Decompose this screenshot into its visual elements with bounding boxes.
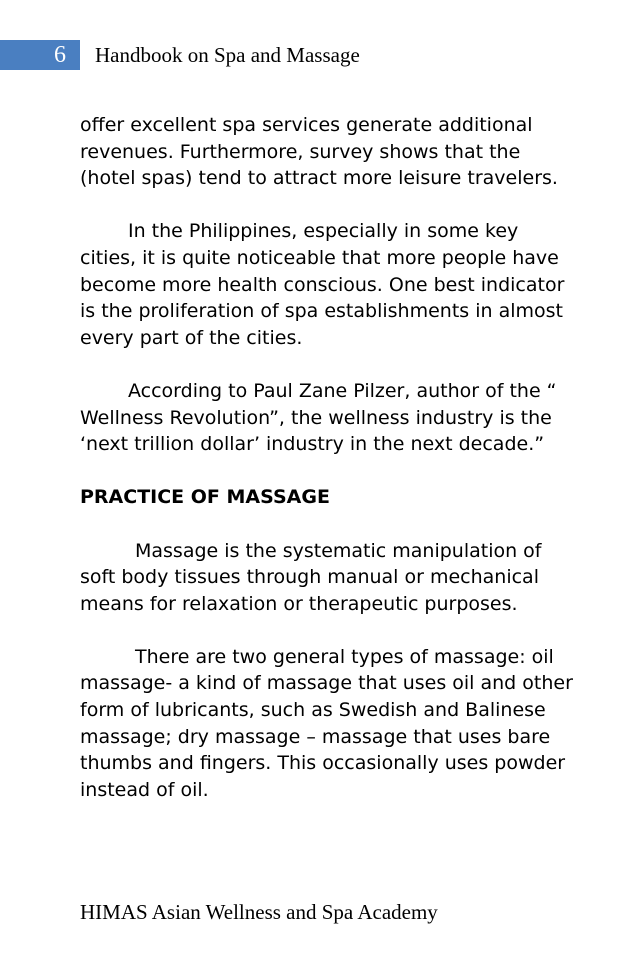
section-heading: PRACTICE OF MASSAGE: [80, 486, 330, 509]
paragraph-2: [80, 218, 600, 351]
text-line: ‘next trillion dollar’ industry in the next decade.”: [80, 433, 545, 456]
text-line: revenues. Furthermore, survey shows that the: [80, 140, 521, 163]
text-line: is the proliferation of spa establishments in almost: [80, 300, 563, 323]
page-body: [80, 112, 600, 830]
page-footer: HIMAS Asian Wellness and Spa Academy: [80, 900, 438, 924]
text-line: According to Paul Zane Pilzer, author of the “: [128, 379, 557, 402]
paragraph-4: [80, 538, 600, 618]
text-line: soft body tissues through manual or mechanical: [80, 566, 539, 589]
text-line: cities, it is quite noticeable that more people have: [80, 246, 559, 269]
text-line: Massage is the systematic manipulation of: [135, 539, 542, 562]
text-line: instead of oil.: [80, 778, 209, 801]
text-line: (hotel spas) tend to attract more leisure travelers.: [80, 167, 558, 190]
text-line: form of lubricants, such as Swedish and Balinese: [80, 699, 546, 722]
text-line: In the Philippines, especially in some key: [128, 220, 519, 243]
text-line: means for relaxation or therapeutic purposes.: [80, 592, 518, 615]
page-number: 6: [54, 42, 66, 68]
text-line: Wellness Revolution”, the wellness industry is the: [80, 406, 552, 429]
paragraph-3: [80, 378, 600, 458]
paragraph-1: [80, 112, 600, 192]
text-line: become more health conscious. One best indicator: [80, 273, 565, 296]
text-line: There are two general types of massage: oil: [135, 645, 554, 668]
text-line: massage- a kind of massage that uses oil and other: [80, 672, 573, 695]
text-line: massage; dry massage – massage that uses bare: [80, 725, 551, 748]
text-line: offer excellent spa services generate additional: [80, 114, 533, 136]
running-head: Handbook on Spa and Massage: [95, 43, 360, 67]
text-line: every part of the cities.: [80, 326, 303, 349]
paragraph-5: [80, 644, 600, 804]
text-line: thumbs and fingers. This occasionally uses powder: [80, 752, 566, 775]
